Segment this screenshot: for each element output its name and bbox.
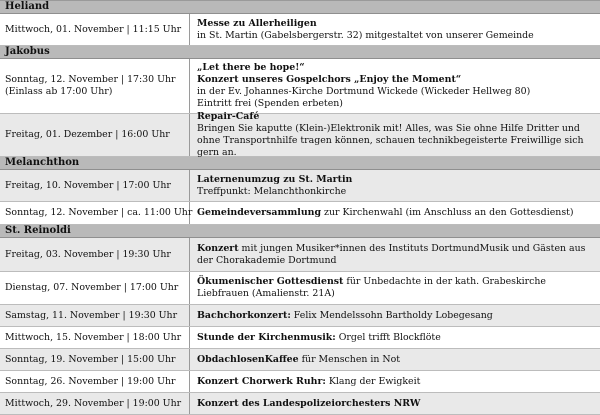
event-date: Mittwoch, 29. November | 19:00 Uhr	[5, 397, 182, 409]
event-summary	[197, 332, 596, 344]
event-description-cell	[190, 371, 600, 392]
event-description: mit jungen Musiker*innen des Instituts DortmundMusik und Gästen aus der Chorakademie Dortmund	[197, 242, 586, 266]
event-title: ObdachlosenKaffee	[197, 353, 299, 365]
event-description-cell	[190, 349, 600, 370]
event-title: Ökumenischer Gottesdienst	[197, 276, 344, 287]
event-date-cell	[0, 371, 190, 392]
event-date: Sonntag, 26. November | 19:00 Uhr	[5, 375, 176, 387]
event-description: Bringen Sie kaputte (Klein-)Elektronik mit! Alles, was Sie ohne Hilfe Dritter und ohne Transportnhilfe tragen können, schauen technikbegeisterte Freiwillige sich gern an.	[197, 123, 584, 158]
event-row	[0, 272, 600, 305]
event-title: Bachchorkonzert:	[197, 309, 291, 321]
event-title: Konzert des Landespolizeiorchesters NRW	[197, 397, 421, 409]
event-row	[0, 238, 600, 272]
section-header-heliand: Heliand	[0, 1, 600, 14]
event-row	[0, 393, 600, 415]
event-title: Konzert	[197, 242, 239, 254]
event-date: Samstag, 11. November | 19:30 Uhr	[5, 309, 178, 321]
event-description-note: Eintritt frei (Spenden erbeten)	[197, 98, 343, 109]
event-description-cell	[190, 14, 600, 45]
event-summary	[197, 354, 596, 366]
event-summary	[197, 207, 596, 219]
event-description: für Unbedachte in der kath. Grabeskirche Liebfrauen (Amalienstr. 21A)	[197, 276, 546, 299]
event-date-note: (Einlass ab 17:00 Uhr)	[5, 86, 113, 97]
event-row	[0, 349, 600, 371]
event-description: Treffpunkt: Melanchthonkirche	[197, 185, 347, 197]
section-header-st-reinoldi: St. Reinoldi	[0, 225, 600, 238]
event-row	[0, 305, 600, 327]
event-row	[0, 202, 600, 225]
event-row	[0, 14, 600, 46]
event-title: Stunde der Kirchenmusik:	[197, 331, 336, 343]
event-description: zur Kirchenwahl (im Anschluss an den Gottesdienst)	[321, 207, 574, 218]
event-description: Klang der Ewigkeit	[325, 375, 421, 387]
event-date: Sonntag, 12. November | 17:30 Uhr	[5, 74, 176, 85]
event-row	[0, 170, 600, 202]
event-description: für Menschen in Not	[298, 353, 401, 365]
event-summary	[197, 276, 596, 300]
event-summary	[197, 243, 596, 267]
event-date: Mittwoch, 01. November | 11:15 Uhr	[5, 23, 182, 35]
event-row	[0, 111, 600, 158]
event-date-cell	[0, 114, 190, 156]
event-summary	[197, 310, 596, 322]
event-description-cell	[190, 305, 600, 326]
event-subtitle: Konzert unseres Gospelchors „Enjoy the Moment“	[197, 74, 462, 85]
event-description: in der Ev. Johannes-Kirche Dortmund Wickede (Wickeder Hellweg 80)	[197, 86, 531, 97]
event-date: Freitag, 03. November | 19:30 Uhr	[5, 248, 171, 260]
event-date-cell	[0, 14, 190, 45]
event-date: Mittwoch, 15. November | 18:00 Uhr	[5, 331, 182, 343]
event-description: in St. Martin (Gabelsbergerstr. 32) mitgestaltet von unserer Gemeinde	[197, 29, 534, 41]
event-description-cell	[190, 111, 600, 158]
event-description-cell	[190, 202, 600, 224]
event-description-cell	[190, 327, 600, 348]
event-date-cell	[0, 305, 190, 326]
event-title: Konzert Chorwerk Ruhr:	[197, 375, 326, 387]
event-date-cell	[0, 170, 190, 201]
event-title: Repair-Café	[197, 111, 260, 122]
event-title: Messe zu Allerheiligen	[197, 17, 317, 29]
event-row	[0, 371, 600, 393]
event-date-cell	[0, 59, 190, 113]
event-date-cell	[0, 393, 190, 414]
event-row	[0, 327, 600, 349]
event-date-cell	[0, 238, 190, 271]
event-date-cell	[0, 327, 190, 348]
event-date-cell	[0, 349, 190, 370]
event-summary	[197, 398, 596, 410]
event-title: Gemeindeversammlung	[197, 207, 322, 218]
event-date: Dienstag, 07. November | 17:00 Uhr	[5, 282, 179, 293]
event-date: Freitag, 10. November | 17:00 Uhr	[5, 179, 171, 191]
event-description-cell	[190, 238, 600, 271]
event-description-cell	[190, 170, 600, 201]
event-description: Orgel trifft Blockflöte	[335, 331, 441, 343]
event-description-cell	[190, 393, 600, 414]
event-title: Laternenumzug zu St. Martin	[197, 173, 353, 185]
event-description: Felix Mendelssohn Bartholdy Lobegesang	[290, 309, 493, 321]
section-header-melanchthon: Melanchthon	[0, 157, 600, 170]
event-date: Sonntag, 12. November | ca. 11:00 Uhr	[5, 207, 193, 218]
event-date: Freitag, 01. Dezember | 16:00 Uhr	[5, 129, 170, 140]
event-description-cell	[190, 272, 600, 304]
event-date-cell	[0, 202, 193, 224]
event-description-cell	[190, 59, 600, 113]
event-date: Sonntag, 19. November | 15:00 Uhr	[5, 353, 176, 365]
event-date-cell	[0, 272, 190, 304]
event-summary	[197, 376, 596, 388]
section-header-jakobus: Jakobus	[0, 46, 600, 59]
event-title: „Let there be hope!“	[197, 62, 305, 73]
event-row	[0, 59, 600, 114]
